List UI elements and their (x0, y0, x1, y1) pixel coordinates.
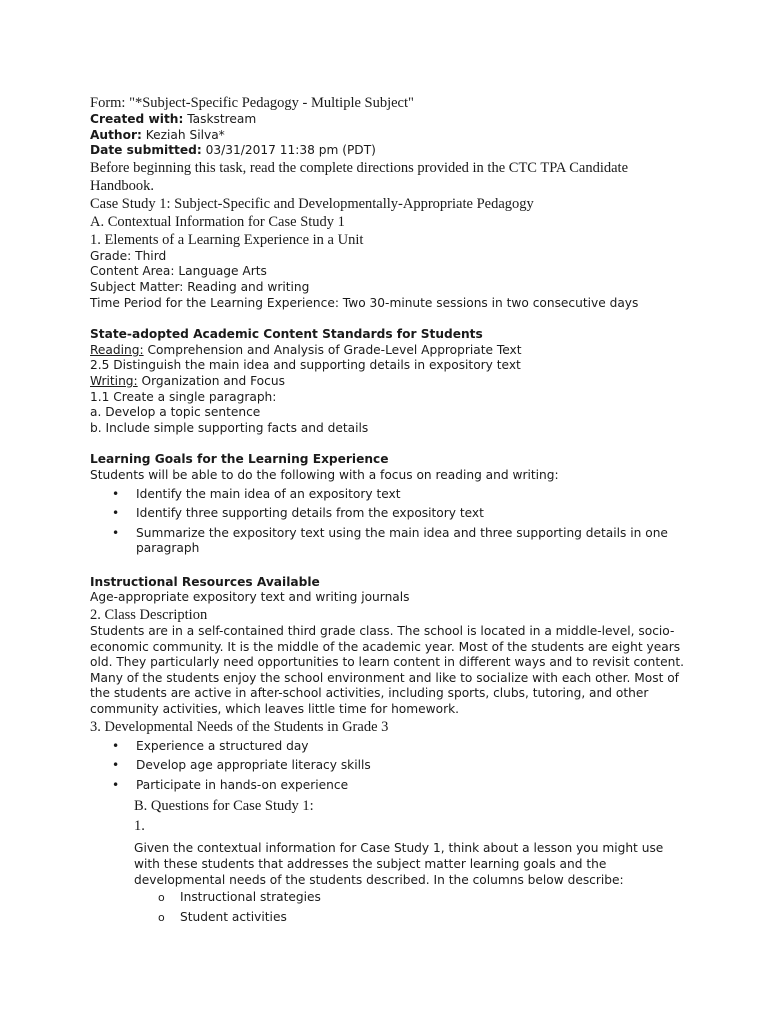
reading-text: Comprehension and Analysis of Grade-Level Appropriate Text (143, 342, 522, 357)
author-line (90, 128, 690, 144)
bullet-icon: • (112, 506, 120, 521)
bullet-icon: • (112, 525, 120, 540)
bullet-icon: • (112, 738, 120, 753)
list-item-text: Identify three supporting details from the expository text (136, 506, 484, 521)
list-item (90, 506, 690, 522)
developmental-needs-list (90, 739, 690, 794)
element-line: Grade: Third (90, 248, 167, 263)
date-submitted-label: Date submitted: (90, 143, 202, 158)
list-item (90, 487, 690, 503)
bullet-icon: • (112, 758, 120, 773)
writing-standard-item: 1.1 Create a single paragraph: (90, 389, 277, 404)
element-line: Content Area: Language Arts (90, 264, 267, 279)
developmental-needs-heading: 3. Developmental Needs of the Students in Grade 3 (90, 718, 389, 735)
class-description-text: Students are in a self-contained third grade class. The school is located in a middle-level, socio-economic community. It is the middle of the academic year. Most of the students are eight years old. They particularly need opportunities to learn content in different ways and to revisit content. Many of the students enjoy the school environment and like to socialize with each other. Most of the students are active in after-school activities, including sports, clubs, tutoring, and other community activities, which leaves little time for homework. (90, 624, 685, 717)
reading-standard-line (90, 343, 690, 359)
learning-goals-list (90, 487, 690, 557)
reading-standard-item: 2.5 Distinguish the main idea and supporting details in expository text (90, 358, 521, 373)
author-value: Keziah Silva* (141, 127, 225, 142)
list-item (134, 890, 690, 906)
resources-heading: Instructional Resources Available (90, 574, 320, 589)
writing-label: Writing: (90, 373, 138, 388)
list-item-text: Student activities (180, 909, 287, 924)
learning-goals-intro: Students will be able to do the following with a focus on reading and writing: (90, 467, 559, 482)
element-line: Subject Matter: Reading and writing (90, 279, 310, 294)
created-with-line (90, 112, 690, 128)
list-item (134, 910, 690, 926)
circle-bullet-icon: o (158, 891, 165, 905)
standards-heading: State-adopted Academic Content Standards for Students (90, 327, 483, 342)
date-submitted-value: 03/31/2017 11:38 pm (PDT) (201, 143, 376, 158)
questions-section (90, 797, 690, 925)
list-item-text: Identify the main idea of an expository text (136, 486, 401, 501)
circle-bullet-icon: o (158, 910, 165, 924)
list-item-text: Summarize the expository text using the main idea and three supporting details in one paragraph (136, 525, 668, 556)
class-description-heading: 2. Class Description (90, 607, 208, 624)
bullet-icon: • (112, 777, 120, 792)
section-1-heading: 1. Elements of a Learning Experience in a Unit (90, 231, 364, 248)
bullet-icon: • (112, 486, 120, 501)
list-item (90, 526, 690, 557)
list-item (90, 758, 690, 774)
question-text: Given the contextual information for Case Study 1, think about a lesson you might use with these students that addresses the subject matter learning goals and the developmental needs of the students described. In the columns below describe: (134, 841, 664, 887)
list-item (90, 739, 690, 755)
element-line: Time Period for the Learning Experience: Two 30-minute sessions in two consecutive days (90, 295, 639, 310)
list-item (90, 778, 690, 794)
author-label: Author: (90, 127, 142, 142)
writing-standard-item: a. Develop a topic sentence (90, 405, 261, 420)
question-number: 1. (134, 818, 145, 835)
document-body (90, 94, 690, 929)
list-item-text: Experience a structured day (136, 738, 309, 753)
created-with-label: Created with: (90, 112, 184, 126)
section-a-heading: A. Contextual Information for Case Study 1 (90, 213, 345, 230)
list-item-text: Develop age appropriate literacy skills (136, 758, 371, 773)
learning-goals-heading: Learning Goals for the Learning Experience (90, 452, 389, 467)
list-item-text: Instructional strategies (180, 890, 321, 905)
question-sub-list (134, 890, 690, 925)
created-with-value: Taskstream (183, 112, 257, 126)
writing-standard-item: b. Include simple supporting facts and details (90, 420, 369, 435)
case-study-title: Case Study 1: Subject-Specific and Developmentally-Appropriate Pedagogy (90, 195, 534, 212)
list-item-text: Participate in hands-on experience (136, 777, 349, 792)
date-submitted-line (90, 143, 690, 159)
questions-heading: B. Questions for Case Study 1: (134, 798, 314, 815)
form-title: Form: "*Subject-Specific Pedagogy - Multiple Subject" (90, 95, 414, 111)
writing-text: Organization and Focus (137, 373, 285, 388)
writing-standard-line (90, 374, 690, 390)
intro-paragraph: Before beginning this task, read the complete directions provided in the CTC TPA Candidate Handbook. (90, 159, 629, 194)
reading-label: Reading: (90, 342, 144, 357)
resources-text: Age-appropriate expository text and writing journals (90, 590, 410, 605)
